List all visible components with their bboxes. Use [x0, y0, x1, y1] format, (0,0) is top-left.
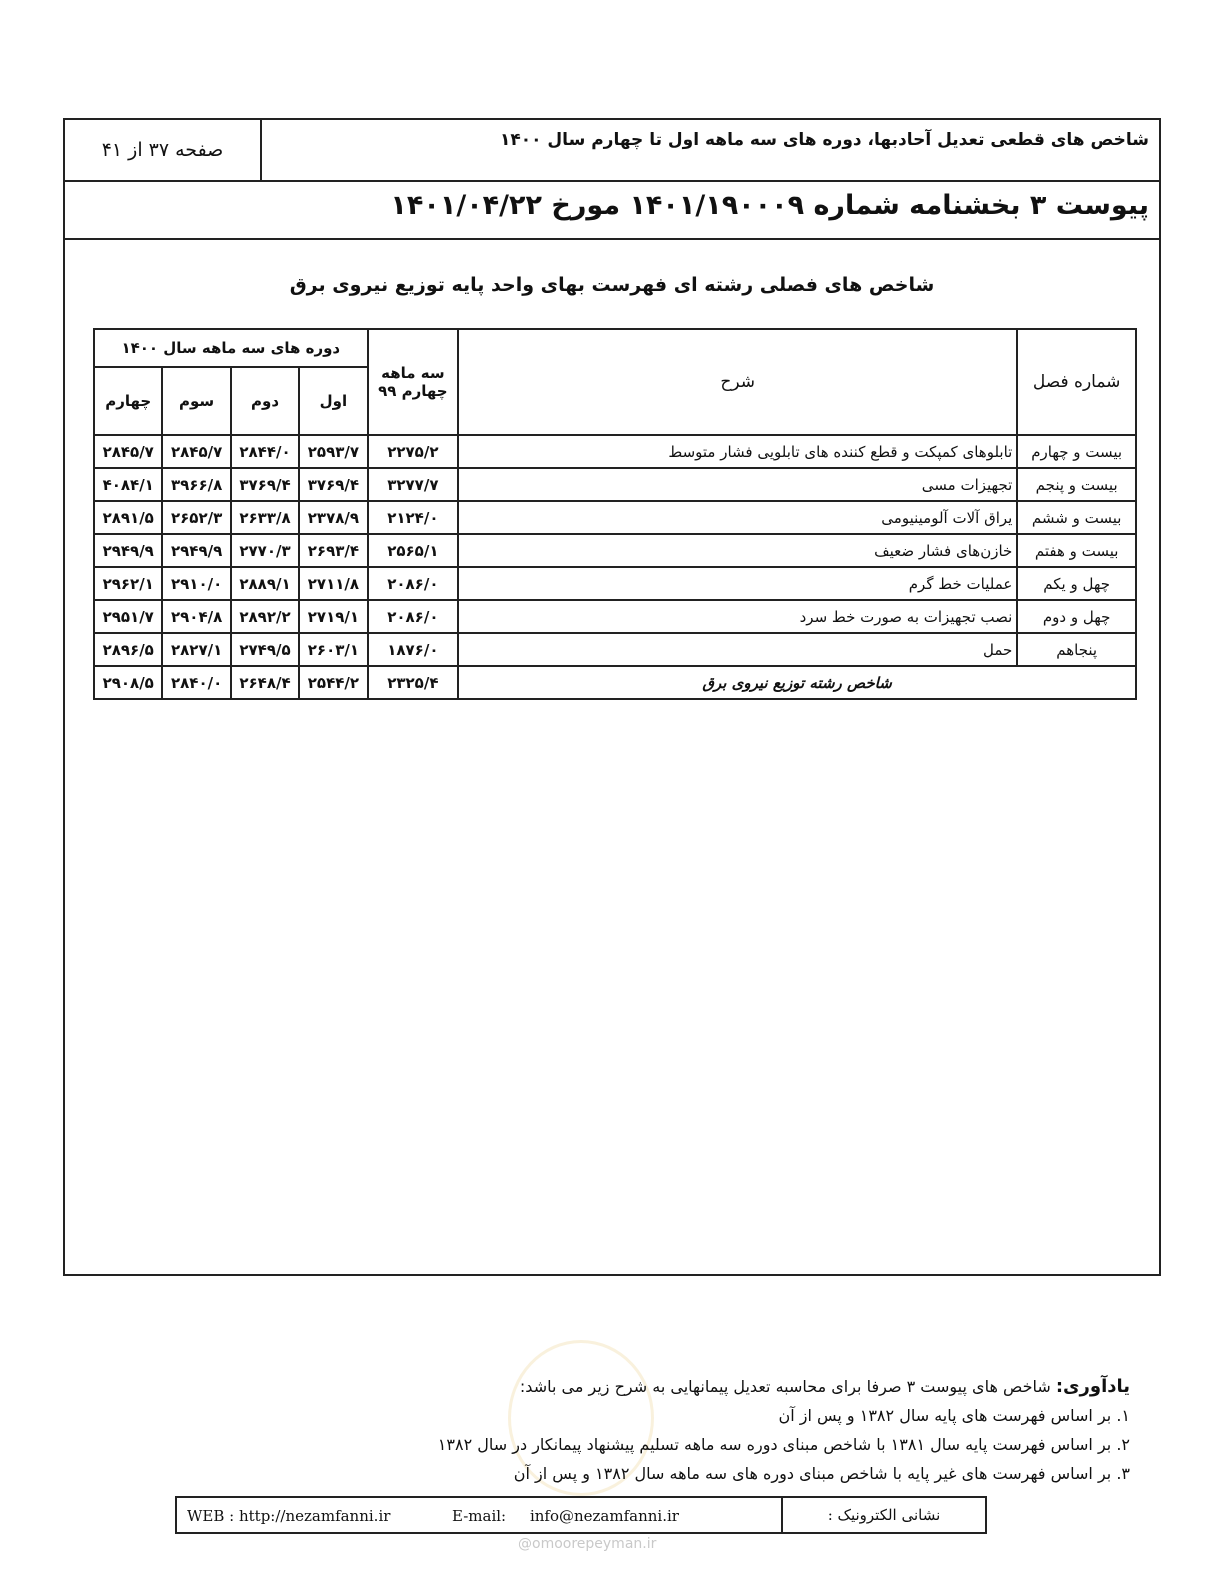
document-title: شاخص های قطعی تعدیل آحادبها، دوره های سه ماهه اول تا چهارم سال ۱۴۰۰ [500, 130, 1149, 150]
table-row [94, 633, 1136, 666]
table-row [94, 435, 1136, 468]
table-total-row [94, 666, 1136, 699]
cell-q4: ۲۹۶۲/۱ [94, 567, 162, 600]
cell-description: خازن‌های فشار ضعیف [458, 534, 1017, 567]
cell-q2: ۲۷۷۰/۳ [231, 534, 299, 567]
cell-q2: ۲۸۹۲/۲ [231, 600, 299, 633]
header-q1: اول [299, 367, 367, 435]
cell-base: ۲۵۶۵/۱ [368, 534, 459, 567]
cell-description: حمل [458, 633, 1017, 666]
cell-q3: ۳۹۶۶/۸ [162, 468, 230, 501]
cell-description: نصب تجهیزات به صورت خط سرد [458, 600, 1017, 633]
header-q2: دوم [231, 367, 299, 435]
cell-q3: ۲۸۲۷/۱ [162, 633, 230, 666]
cell-q3: ۲۹۰۴/۸ [162, 600, 230, 633]
header-row [65, 120, 1159, 182]
cell-q4: ۲۸۹۶/۵ [94, 633, 162, 666]
circular-row [65, 182, 1159, 240]
cell-q1: ۲۶۹۳/۴ [299, 534, 367, 567]
cell-base: ۱۸۷۶/۰ [368, 633, 459, 666]
total-label: شاخص رشته توزیع نیروی برق [458, 666, 1136, 699]
cell-q1: ۳۷۶۹/۴ [299, 468, 367, 501]
cell-q1: ۲۷۱۹/۱ [299, 600, 367, 633]
cell-q2: ۲۸۴۴/۰ [231, 435, 299, 468]
table-row [94, 501, 1136, 534]
circular-title: پیوست ۳ بخشنامه شماره ۱۴۰۱/۱۹۰۰۰۹ مورخ ۱۴۰۱/۰۴/۲۲ [390, 190, 1149, 221]
reminder-item: ۱. بر اساس فهرست های پایه سال ۱۳۸۲ و پس از آن [778, 1406, 1130, 1425]
index-table [93, 328, 1137, 700]
header-q4: چهارم [94, 367, 162, 435]
cell-description: تابلوهای کمپکت و قطع کننده های تابلویی فشار متوسط [458, 435, 1017, 468]
total-q1: ۲۵۴۴/۲ [299, 666, 367, 699]
footer-web-link[interactable]: WEB : http://nezamfanni.ir [187, 1507, 391, 1525]
reminder-item: ۳. بر اساس فهرست های غیر پایه با شاخص مبنای دوره های سه ماهه سال ۱۳۸۲ و پس از آن [513, 1464, 1130, 1483]
cell-q2: ۳۷۶۹/۴ [231, 468, 299, 501]
footer-email-link[interactable]: E-mail: info@nezamfanni.ir [452, 1507, 679, 1525]
cell-q2: ۲۶۳۳/۸ [231, 501, 299, 534]
header-description: شرح [458, 329, 1017, 435]
reminder-label: یادآوری: [1055, 1376, 1130, 1397]
cell-q4: ۲۹۵۱/۷ [94, 600, 162, 633]
table-row [94, 534, 1136, 567]
cell-q1: ۲۵۹۳/۷ [299, 435, 367, 468]
cell-base: ۳۲۷۷/۷ [368, 468, 459, 501]
cell-base: ۲۰۸۶/۰ [368, 600, 459, 633]
header-chapter: شماره فصل [1017, 329, 1136, 435]
total-base: ۲۳۲۵/۴ [368, 666, 459, 699]
cell-q4: ۲۸۹۱/۵ [94, 501, 162, 534]
cell-base: ۲۰۸۶/۰ [368, 567, 459, 600]
cell-chapter: چهل و دوم [1017, 600, 1136, 633]
reminder-text: شاخص های پیوست ۳ صرفا برای محاسبه تعدیل پیمانهایی به شرح زیر می باشد: [519, 1377, 1051, 1396]
cell-base: ۲۲۷۵/۲ [368, 435, 459, 468]
cell-q3: ۲۸۴۵/۷ [162, 435, 230, 468]
cell-q3: ۲۹۴۹/۹ [162, 534, 230, 567]
total-q3: ۲۸۴۰/۰ [162, 666, 230, 699]
cell-chapter: بیست و پنجم [1017, 468, 1136, 501]
cell-q1: ۲۷۱۱/۸ [299, 567, 367, 600]
cell-q4: ۴۰۸۴/۱ [94, 468, 162, 501]
footer-contact-box [175, 1496, 987, 1534]
cell-q1: ۲۳۷۸/۹ [299, 501, 367, 534]
cell-q4: ۲۸۴۵/۷ [94, 435, 162, 468]
cell-chapter: پنجاهم [1017, 633, 1136, 666]
cell-chapter: چهل و یکم [1017, 567, 1136, 600]
total-q4: ۲۹۰۸/۵ [94, 666, 162, 699]
cell-base: ۲۱۲۴/۰ [368, 501, 459, 534]
cell-q2: ۲۸۸۹/۱ [231, 567, 299, 600]
table-row [94, 567, 1136, 600]
cell-q3: ۲۶۵۲/۳ [162, 501, 230, 534]
reminder-note [438, 1372, 1130, 1488]
total-q2: ۲۶۴۸/۴ [231, 666, 299, 699]
cell-description: تجهیزات مسی [458, 468, 1017, 501]
cell-chapter: بیست و ششم [1017, 501, 1136, 534]
page-number: صفحه ۳۷ از ۴۱ [65, 120, 262, 180]
cell-q2: ۲۷۴۹/۵ [231, 633, 299, 666]
table-row [94, 600, 1136, 633]
header-base: سه ماهه چهارم ۹۹ [368, 329, 459, 435]
reminder-item: ۲. بر اساس فهرست پایه سال ۱۳۸۱ با شاخص مبنای دوره سه ماهه تسلیم پیشنهاد پیمانکار در سال ۱۳۸۲ [437, 1435, 1130, 1454]
document-frame [63, 118, 1161, 1276]
header-q3: سوم [162, 367, 230, 435]
table-title: شاخص های فصلی رشته ای فهرست بهای واحد پایه توزیع نیروی برق [289, 274, 935, 296]
footer-label: نشانی الکترونیک : [781, 1498, 985, 1532]
header-quarters-group: دوره های سه ماهه سال ۱۴۰۰ [94, 329, 368, 367]
cell-q4: ۲۹۴۹/۹ [94, 534, 162, 567]
cell-chapter: بیست و چهارم [1017, 435, 1136, 468]
watermark-text: @omoorepeyman.ir [518, 1536, 657, 1552]
cell-description: عملیات خط گرم [458, 567, 1017, 600]
cell-q3: ۲۹۱۰/۰ [162, 567, 230, 600]
cell-chapter: بیست و هفتم [1017, 534, 1136, 567]
cell-q1: ۲۶۰۳/۱ [299, 633, 367, 666]
cell-description: یراق آلات آلومینیومی [458, 501, 1017, 534]
table-row [94, 468, 1136, 501]
